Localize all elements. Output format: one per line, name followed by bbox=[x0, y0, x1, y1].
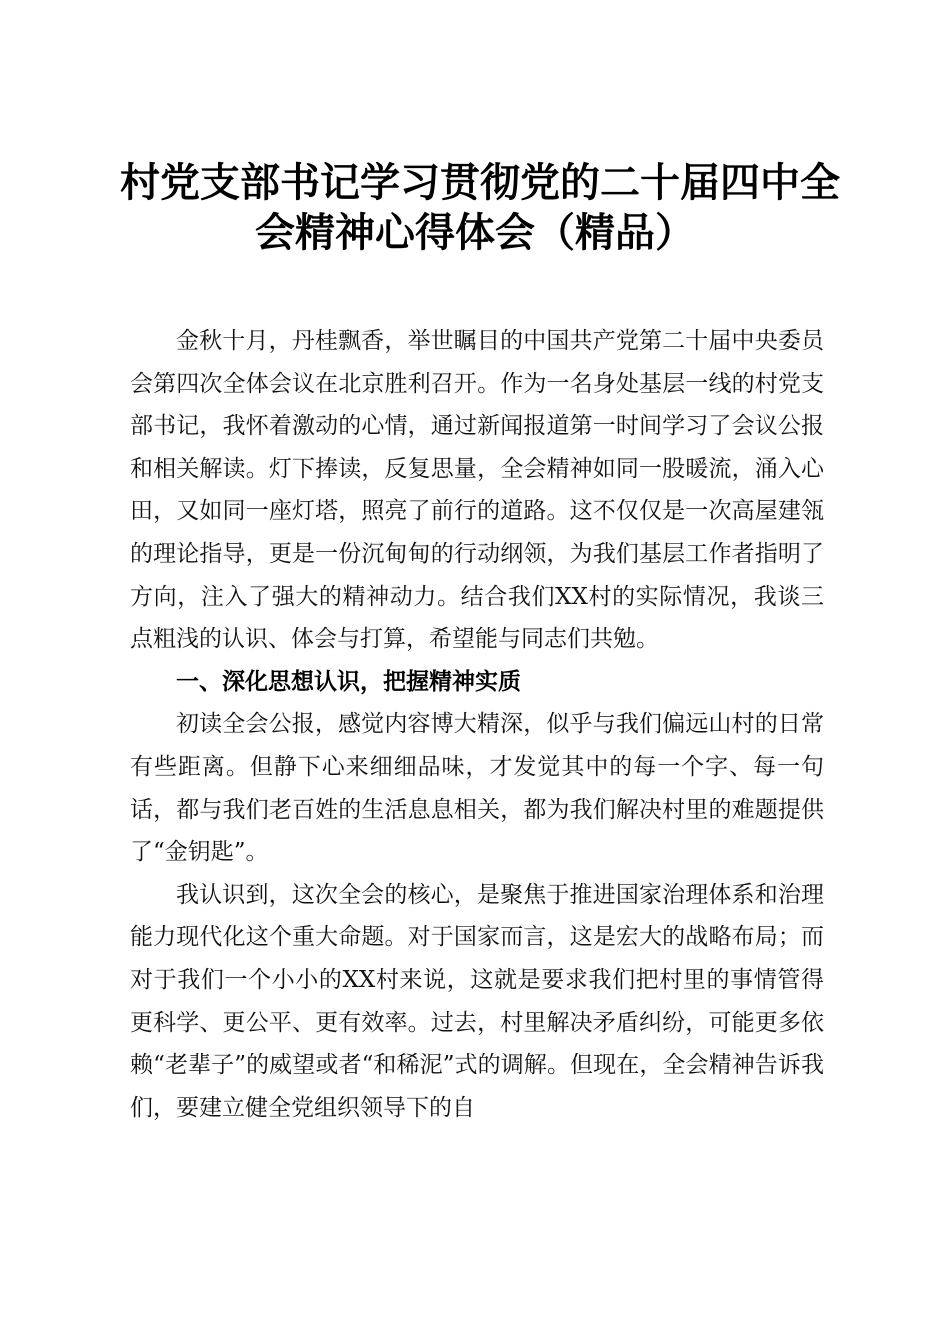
intro-paragraph: 金秋十月，丹桂飘香，举世瞩目的中国共产党第二十届中央委员会第四次全体会议在北京胜利召开。作为一名身处基层一线的村党支部书记，我怀着激动的心情，通过新闻报道第一时间学习了会议公报和相关解读。灯下捧读，反复思量，全会精神如同一股暖流，涌入心田，又如同一座灯塔，照亮了前行的道路。这不仅仅是一次高屋建瓴的理论指导，更是一份沉甸甸的行动纲领，为我们基层工作者指明了方向，注入了强大的精神动力。结合我们XX村的实际情况，我谈三点粗浅的认识、体会与打算，希望能与同志们共勉。 bbox=[130, 328, 824, 653]
document-title bbox=[120, 158, 840, 258]
title-line-1: 村党支部书记学习贯彻党的二十届四中全 bbox=[120, 160, 840, 206]
title-line-2: 会精神心得体会（精品） bbox=[255, 210, 695, 256]
body-paragraph: 我认识到，这次全会的核心，是聚焦于推进国家治理体系和治理能力现代化这个重大命题。对于国家而言，这是宏大的战略布局；而对于我们一个小小的XX村来说，这就是要求我们把村里的事情管得更科学、更公平、更有效率。过去，村里解决矛盾纠纷，可能更多依赖“老辈子”的威望或者“和稀泥”式的调解。但现在，全会精神告诉我们，要建立健全党组织领导下的自 bbox=[130, 881, 824, 1121]
section-heading-1: 一、深化思想认识，把握精神实质 bbox=[176, 668, 521, 695]
body-paragraph: 初读全会公报，感觉内容博大精深，似乎与我们偏远山村的日常有些距离。但静下心来细细品味，才发觉其中的每一个字、每一句话，都与我们老百姓的生活息息相关，都为我们解决村里的难题提供了“金钥匙”。 bbox=[130, 711, 824, 866]
document-body bbox=[130, 320, 824, 1129]
